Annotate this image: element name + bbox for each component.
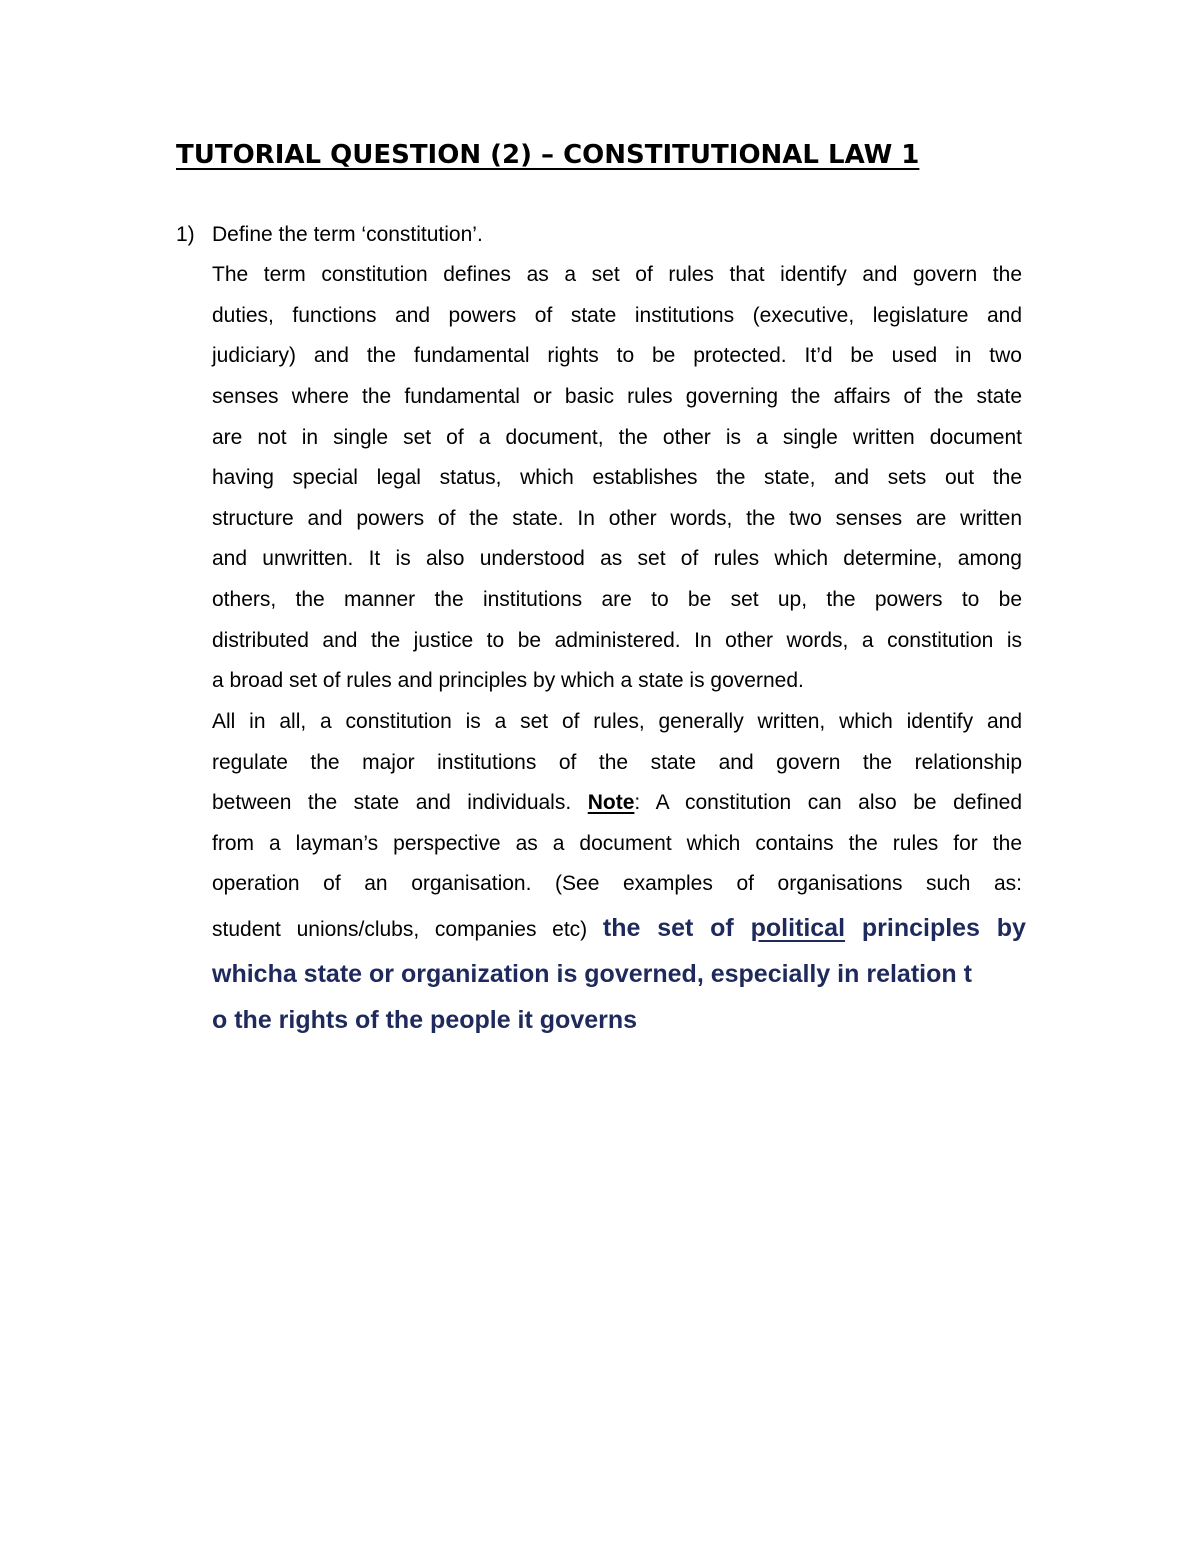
political-link[interactable]: political <box>750 914 846 942</box>
highlight-text: the set of <box>602 914 751 942</box>
answer-line: a broad set of rules and principles by which a state is governed. <box>212 669 804 692</box>
answer-line: duties, functions and powers of state institutions (executive, legislature and <box>212 304 1022 327</box>
answer-line: judiciary) and the fundamental rights to be protected. It’d be used in two <box>212 344 1022 367</box>
summary-line: regulate the major institutions of the state and govern the relationship <box>212 751 1022 774</box>
answer-line: senses where the fundamental or basic rules governing the affairs of the state <box>212 385 1022 408</box>
note-line-after: : A constitution can also be defined <box>634 791 1023 814</box>
highlight-text: principles by <box>845 914 1026 942</box>
question-number: 1) <box>176 223 195 246</box>
question-text: Define the term ‘constitution’. <box>212 223 483 246</box>
note-line <box>212 788 1022 818</box>
highlight-line: whicha state or organization is governed, especially in relation t <box>212 960 972 988</box>
summary-line: All in all, a constitution is a set of rules, generally written, which identify and <box>212 710 1022 733</box>
page-title: TUTORIAL QUESTION (2) – CONSTITUTIONAL LAW 1 <box>176 140 920 170</box>
highlight-line: o the rights of the people it governs <box>212 1006 638 1034</box>
answer-line: and unwritten. It is also understood as set of rules which determine, among <box>212 547 1022 570</box>
answer-line: The term constitution defines as a set of rules that identify and govern the <box>212 263 1022 286</box>
answer-line: are not in single set of a document, the other is a single written document <box>212 426 1022 449</box>
note-text-line: operation of an organisation. (See examples of organisations such as: <box>212 872 1022 895</box>
answer-line: structure and powers of the state. In other words, the two senses are written <box>212 507 1022 530</box>
answer-line: distributed and the justice to be administered. In other words, a constitution is <box>212 629 1022 652</box>
note-line-before: between the state and individuals. <box>212 791 588 814</box>
answer-line: having special legal status, which establishes the state, and sets out the <box>212 466 1022 489</box>
final-line <box>212 910 1026 946</box>
note-label: Note <box>587 791 635 814</box>
answer-line: others, the manner the institutions are to be set up, the powers to be <box>212 588 1022 611</box>
final-line-plain: student unions/clubs, companies etc) <box>212 918 603 941</box>
note-text-line: from a layman’s perspective as a document which contains the rules for the <box>212 832 1022 855</box>
